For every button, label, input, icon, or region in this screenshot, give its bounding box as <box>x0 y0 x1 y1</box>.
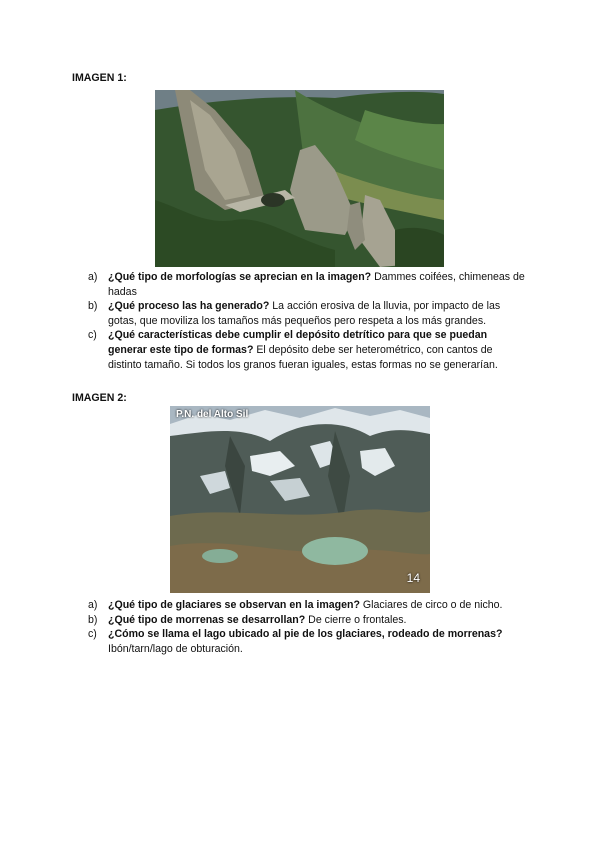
image2-questions <box>88 598 528 656</box>
question-text: ¿Qué tipo de morfologías se aprecian en la imagen? <box>108 271 372 283</box>
question-text: ¿Cómo se llama el lago ubicado al pie de los glaciares, rodeado de morrenas? <box>108 628 503 641</box>
question-letter: b) <box>88 300 98 313</box>
question-2c <box>88 627 528 656</box>
answer-text: De cierre o frontales. <box>305 613 407 626</box>
question-2a <box>88 598 528 613</box>
photo-number: 14 <box>406 571 420 585</box>
question-text: ¿Qué tipo de glaciares se observan en la imagen? <box>108 599 360 611</box>
question-1a <box>88 270 528 299</box>
answer-text: Glaciares de circo o de nicho. <box>359 599 503 611</box>
earth-pillars-illustration <box>155 90 444 267</box>
question-letter: a) <box>88 599 98 611</box>
glacier-cirque-illustration <box>170 406 430 593</box>
answer-text: Dammes coifées, chimeneas de hadas <box>108 271 525 298</box>
image2-heading: IMAGEN 2: <box>72 392 127 404</box>
earth-pillars-photo <box>155 90 444 267</box>
image1-questions <box>88 270 528 372</box>
photo-caption: P.N. del Alto Sil <box>176 409 249 420</box>
question-1c <box>88 328 528 372</box>
question-text: ¿Qué proceso las ha generado? <box>108 300 270 313</box>
question-2b <box>88 613 528 628</box>
answer-text: El depósito debe ser heterométrico, con cantos de distinto tamaño. Si todos los granos fueran iguales, estas formas no se generarían. <box>108 343 498 371</box>
question-letter: a) <box>88 271 98 283</box>
glacier-cirque-photo <box>170 406 430 593</box>
image1-heading: IMAGEN 1: <box>72 72 127 84</box>
question-text: ¿Qué tipo de morrenas se desarrollan? <box>108 613 306 626</box>
question-text: ¿Qué características debe cumplir el depósito detrítico para que se puedan generar este tipo de formas? <box>108 329 488 356</box>
answer-text: La acción erosiva de la lluvia, por impacto de las gotas, que moviliza los tamaños más pequeños pero respeta a los más grandes. <box>108 300 501 327</box>
question-1b <box>88 299 528 328</box>
question-letter: c) <box>88 628 97 641</box>
answer-text: Ibón/tarn/lago de obturación. <box>108 642 243 655</box>
question-letter: c) <box>88 329 97 342</box>
question-letter: b) <box>88 613 98 626</box>
